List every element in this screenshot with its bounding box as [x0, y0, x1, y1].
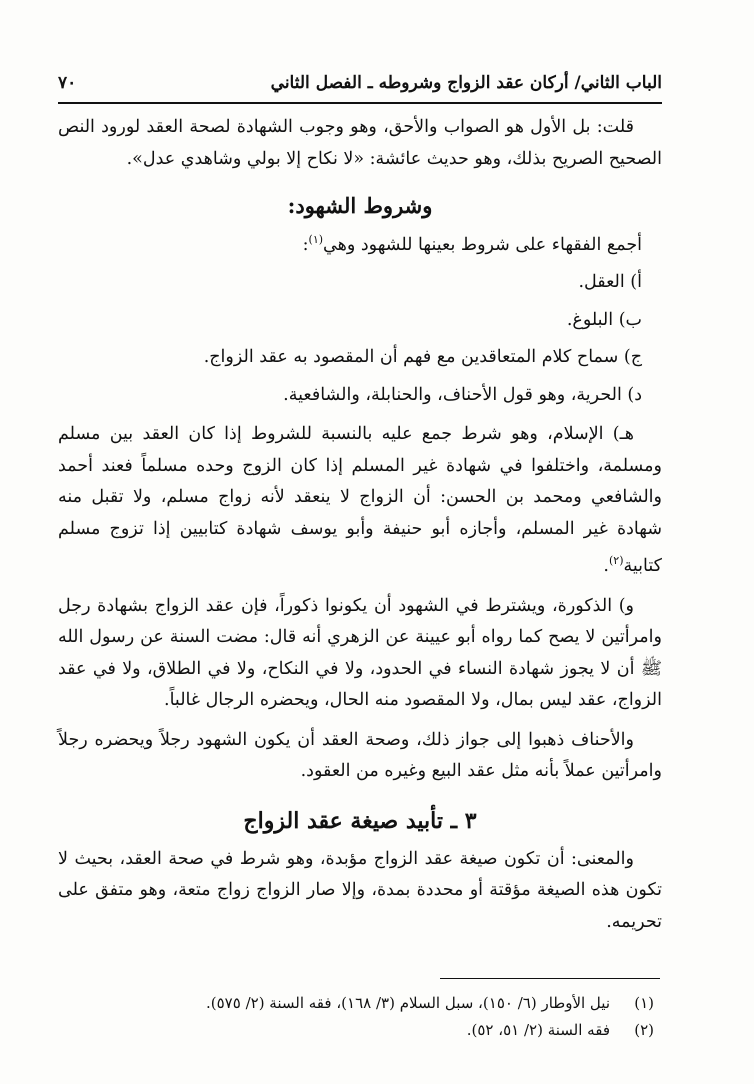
islam-tail: . [603, 556, 609, 577]
footnote-number: (١) [634, 994, 654, 1012]
footnotes [58, 990, 654, 1044]
footnote-ref-1: (١) [308, 233, 324, 246]
footnote [58, 990, 654, 1017]
islam-condition-paragraph [58, 419, 662, 582]
footnote-number: (٢) [634, 1021, 654, 1039]
consensus-line [58, 224, 662, 261]
page-number: ٧٠ [58, 73, 77, 93]
meaning-paragraph: والمعنى: أن تكون صيغة عقد الزواج مؤبدة، وهو شرط في صحة العقد، بحيث لا تكون هذه الصيغة مؤقتة أو محددة بمدة، وإلا صار الزواج زواج متعة، وهو متفق على تحريمه. [58, 848, 662, 932]
section-3-heading: ٣ ـ تأبيد صيغة عقد الزواج [243, 807, 477, 834]
male-condition-paragraph: و) الذكورة، ويشترط في الشهود أن يكونوا ذكوراً، فإن عقد الزواج بشهادة رجل وامرأتين لا يصح كما رواه أبو عيينة عن الزهري أنه قال: مضت السنة عن رسول الله ﷺ أن لا يجوز شهادة النساء في الحدود، ولا في النكاح، ولا في الطلاق، ولا في عقد الزواج، عقد ليس بمال، ولا المقصود منه الحال، ويحضره الرجال غالباً. [58, 595, 662, 711]
condition-item: أ) العقل. [578, 272, 642, 293]
condition-item: ج) سماح كلام المتعاقدين مع فهم أن المقصود به عقد الزواج. [203, 347, 642, 368]
header-divider [58, 102, 662, 104]
footnote-ref-2: (٢) [609, 554, 624, 568]
witness-conditions-heading: وشروط الشهود: [287, 193, 433, 218]
condition-item: د) الحرية، وهو قول الأحناف، والحنابلة، والشافعية. [283, 384, 642, 405]
footnote-text: فقه السنة (٢/ ٥١، ٥٢). [466, 1021, 610, 1039]
footnote-text: نيل الأوطار (٦/ ١٥٠)، سبل السلام (٣/ ١٦٨)، فقه السنة (٢/ ٥٧٥). [206, 994, 610, 1012]
running-header [58, 68, 662, 98]
running-title: الباب الثاني/ أركان عقد الزواج وشروطه ـ الفصل الثاني [270, 73, 662, 93]
islam-text: هـ) الإسلام، وهو شرط جمع عليه بالنسبة للشروط إذا كان العقد بين مسلم ومسلمة، واختلفوا في شهادة غير المسلم إذا كان الزوج وحده مسلماً فعند أحمد والشافعي ومحمد بن الحسن: أن الزواج لا ينعقد لأنه زواج مسلم، ولا تقبل منه شهادة غير المسلم، وأجازه أبو حنيفة وأبو يوسف شهادة كتابيين إذا تزوج مسلم كتابية [58, 424, 662, 577]
consensus-text: أجمع الفقهاء على شروط بعينها للشهود وهي [323, 234, 642, 255]
footnote [58, 1017, 654, 1044]
main-text [58, 112, 662, 938]
intro-paragraph: قلت: بل الأول هو الصواب والأحق، وهو وجوب الشهادة لصحة العقد لورود النص الصحيح الصريح بذلك، وهو حديث عائشة: «لا نكاح إلا بولي وشاهدي عدل». [58, 117, 662, 169]
ahnaf-opinion-paragraph: والأحناف ذهبوا إلى جواز ذلك، وصحة العقد أن يكون الشهود رجلاً ويحضره رجلاً وامرأتين عملاً بأنه مثل عقد البيع وغيره من العقود. [58, 729, 662, 782]
consensus-tail: : [302, 234, 309, 255]
footnote-divider [440, 978, 660, 979]
condition-item: ب) البلوغ. [566, 309, 642, 330]
